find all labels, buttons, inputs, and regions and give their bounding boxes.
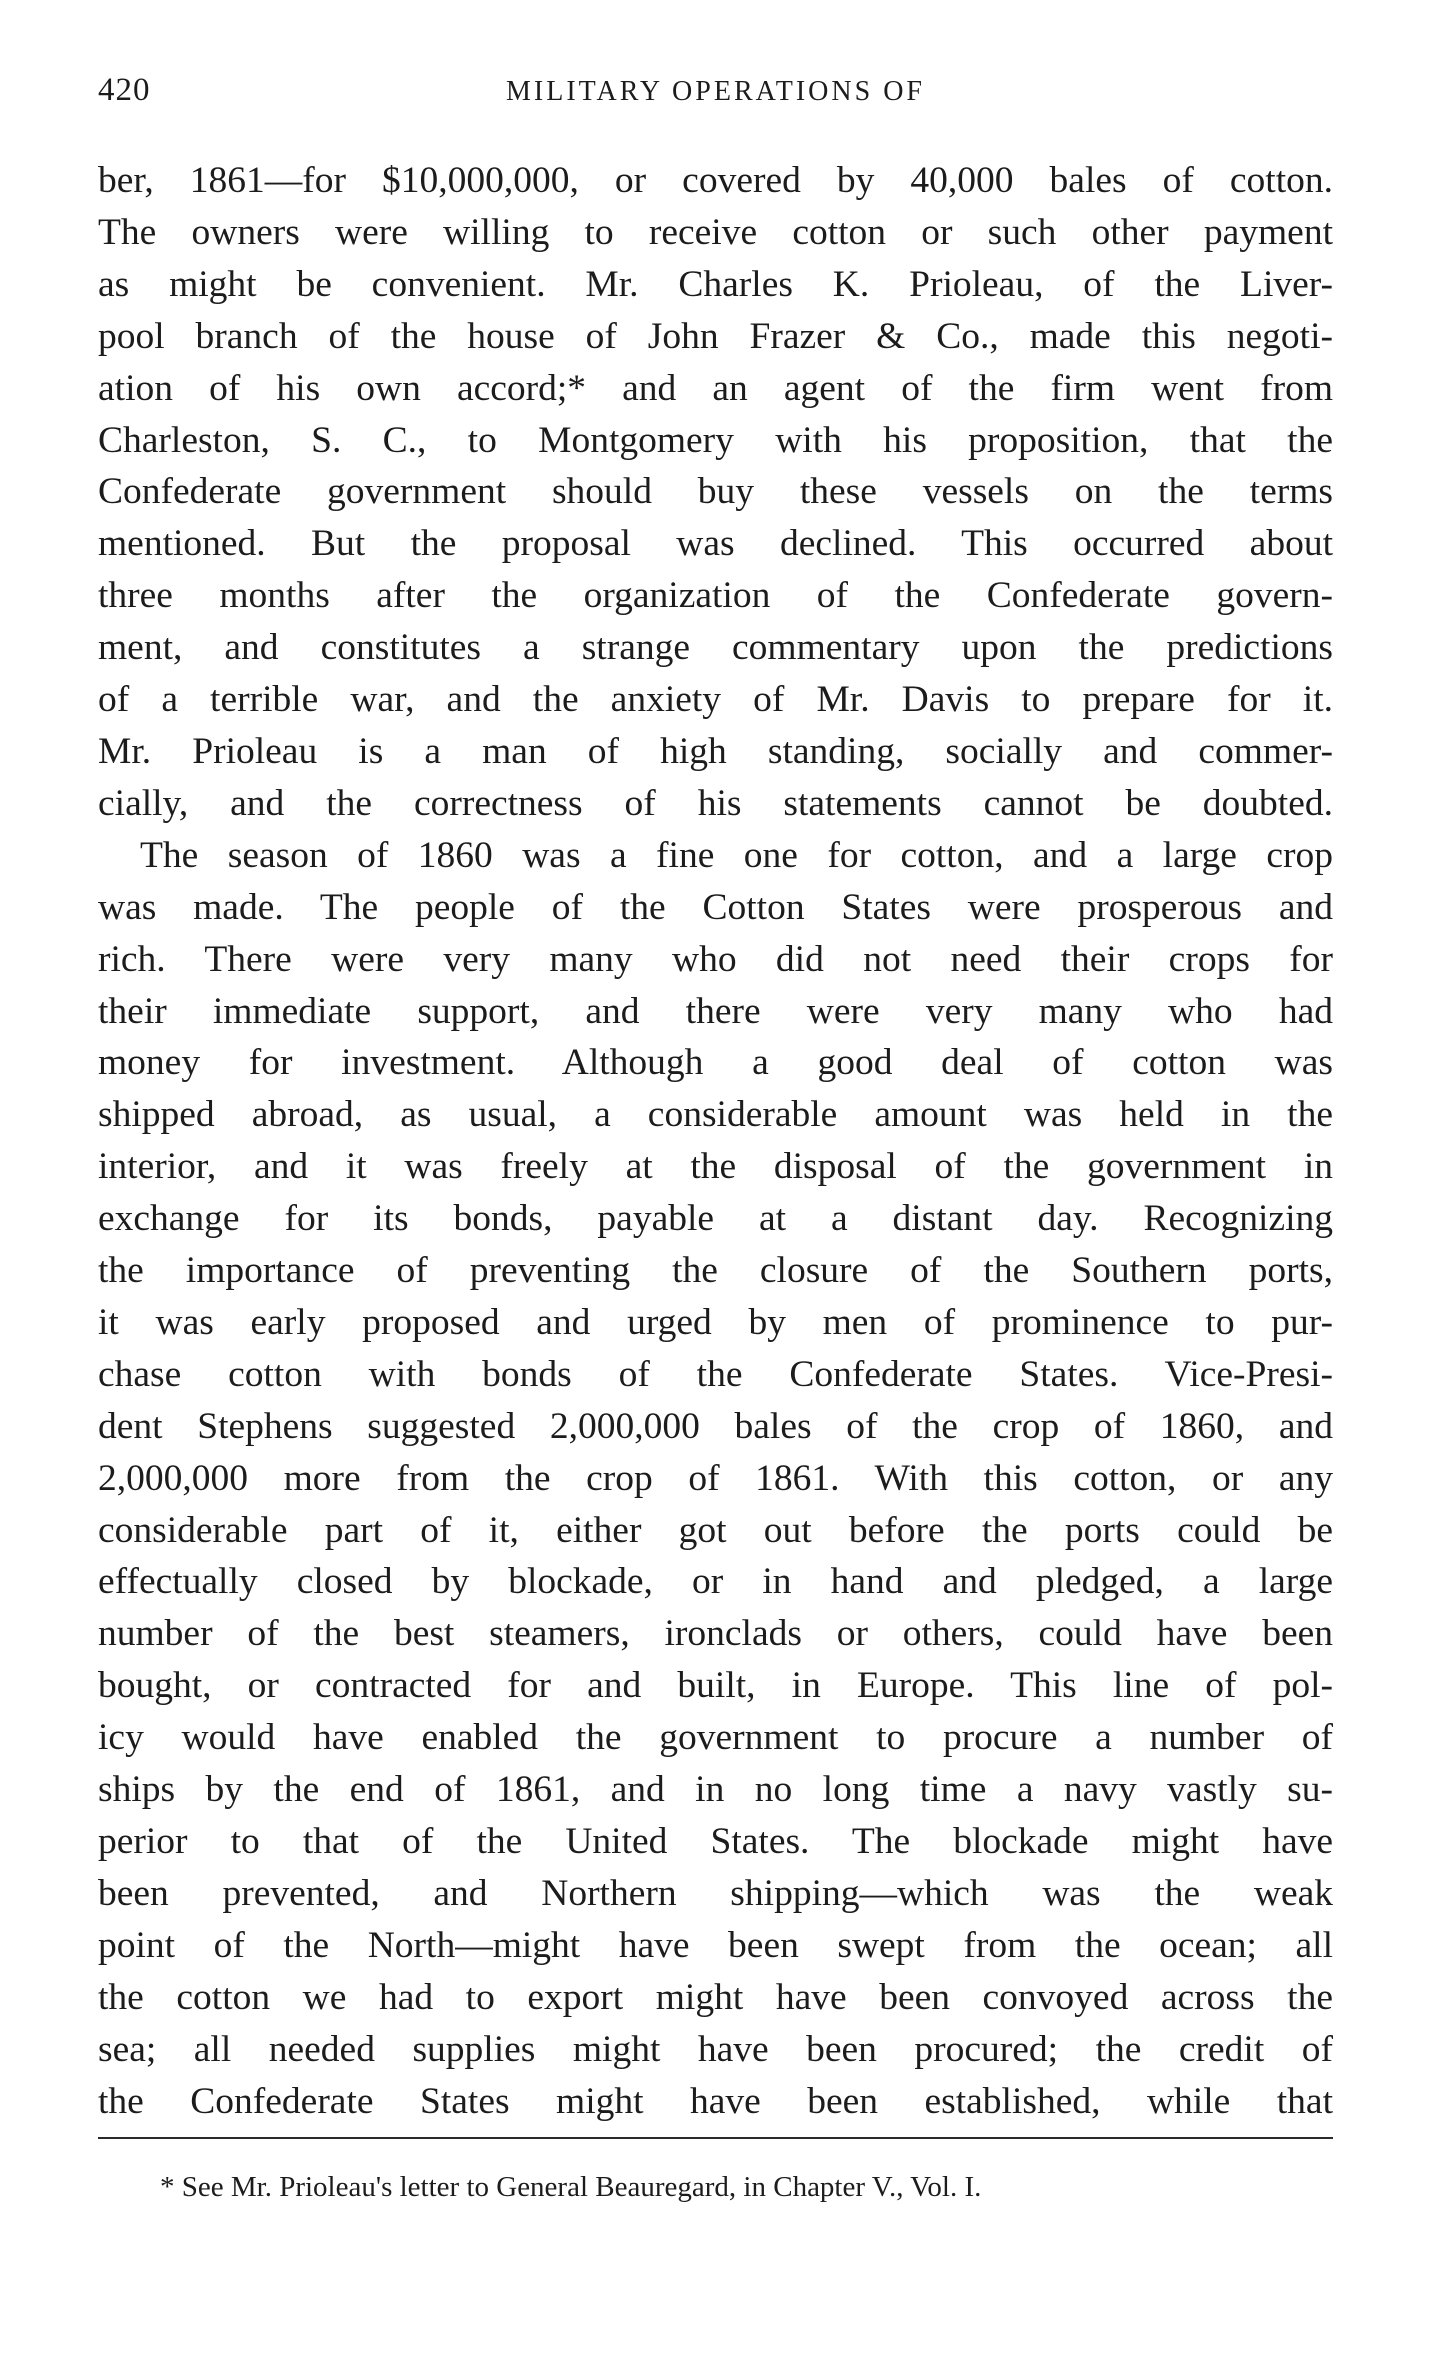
text-line: considerable part of it, either got out before the ports could be (98, 1509, 1333, 1551)
text-line: ber, 1861—for $10,000,000, or covered by 40,000 bales of cotton. (98, 160, 1333, 201)
text-line: dent Stephens suggested 2,000,000 bales of the crop of 1860, and (98, 1405, 1333, 1447)
text-line: three months after the organization of the Confederate govern- (98, 575, 1333, 617)
page-number: 420 (98, 72, 151, 108)
text-line: rich. There were very many who did not need their crops for (98, 938, 1333, 980)
text-line: shipped abroad, as usual, a considerable amount was held in the (98, 1094, 1333, 1136)
text-line: perior to that of the United States. The blockade might have (98, 1821, 1333, 1862)
text-line: point of the North—might have been swept from the ocean; all (98, 1924, 1333, 1966)
text-line: the Confederate States might have been established, while that (98, 2080, 1333, 2122)
body-text (98, 155, 1333, 2127)
text-line: ships by the end of 1861, and in no long time a navy vastly su- (98, 1769, 1333, 1811)
text-line: the cotton we had to export might have been convoyed across the (98, 1976, 1333, 2018)
text-line: icy would have enabled the government to procure a number of (98, 1717, 1333, 1759)
text-line: exchange for its bonds, payable at a distant day. Recognizing (98, 1198, 1333, 1240)
text-line: been prevented, and Northern shipping—which was the weak (98, 1872, 1333, 1914)
text-line: the importance of preventing the closure of the Southern ports, (98, 1250, 1333, 1292)
text-line: pool branch of the house of John Frazer & Co., made this negoti- (98, 315, 1333, 357)
footnote-rule (98, 2137, 1333, 2139)
text-line: it was early proposed and urged by men of prominence to pur- (98, 1301, 1333, 1343)
text-line: as might be convenient. Mr. Charles K. Prioleau, of the Liver- (98, 263, 1333, 305)
text-line: effectually closed by blockade, or in hand and pledged, a large (98, 1561, 1333, 1603)
text-line: sea; all needed supplies might have been procured; the credit of (98, 2028, 1333, 2070)
text-line: bought, or contracted for and built, in Europe. This line of pol- (98, 1665, 1333, 1707)
text-line: mentioned. But the proposal was declined. This occurred about (98, 523, 1333, 565)
text-line: Charleston, S. C., to Montgomery with his proposition, that the (98, 419, 1333, 461)
page-header (98, 72, 1333, 122)
text-line: their immediate support, and there were very many who had (98, 990, 1333, 1032)
text-line: chase cotton with bonds of the Confederate States. Vice-Presi- (98, 1353, 1333, 1395)
text-line: interior, and it was freely at the disposal of the government in (98, 1146, 1333, 1188)
running-head: MILITARY OPERATIONS OF (506, 76, 925, 107)
text-line: of a terrible war, and the anxiety of Mr. Davis to prepare for it. (98, 679, 1333, 721)
text-line: ment, and constitutes a strange commentary upon the predictions (98, 627, 1333, 669)
text-line: Mr. Prioleau is a man of high standing, socially and commer- (98, 730, 1333, 772)
footnote: * See Mr. Prioleau's letter to General Beauregard, in Chapter V., Vol. I. (160, 2171, 982, 2203)
text-line: money for investment. Although a good deal of cotton was (98, 1042, 1333, 1084)
text-line: The owners were willing to receive cotton or such other payment (98, 211, 1333, 253)
text-line: 2,000,000 more from the crop of 1861. With this cotton, or any (98, 1457, 1333, 1499)
text-line: Confederate government should buy these vessels on the terms (98, 471, 1333, 513)
text-line: ation of his own accord;* and an agent of the firm went from (98, 367, 1333, 409)
text-line: was made. The people of the Cotton States were prosperous and (98, 886, 1333, 928)
text-line: number of the best steamers, ironclads or others, could have been (98, 1613, 1333, 1655)
text-line: cially, and the correctness of his statements cannot be doubted. (98, 782, 1333, 824)
paragraph-start-line: The season of 1860 was a fine one for cotton, and a large crop (140, 834, 1333, 876)
